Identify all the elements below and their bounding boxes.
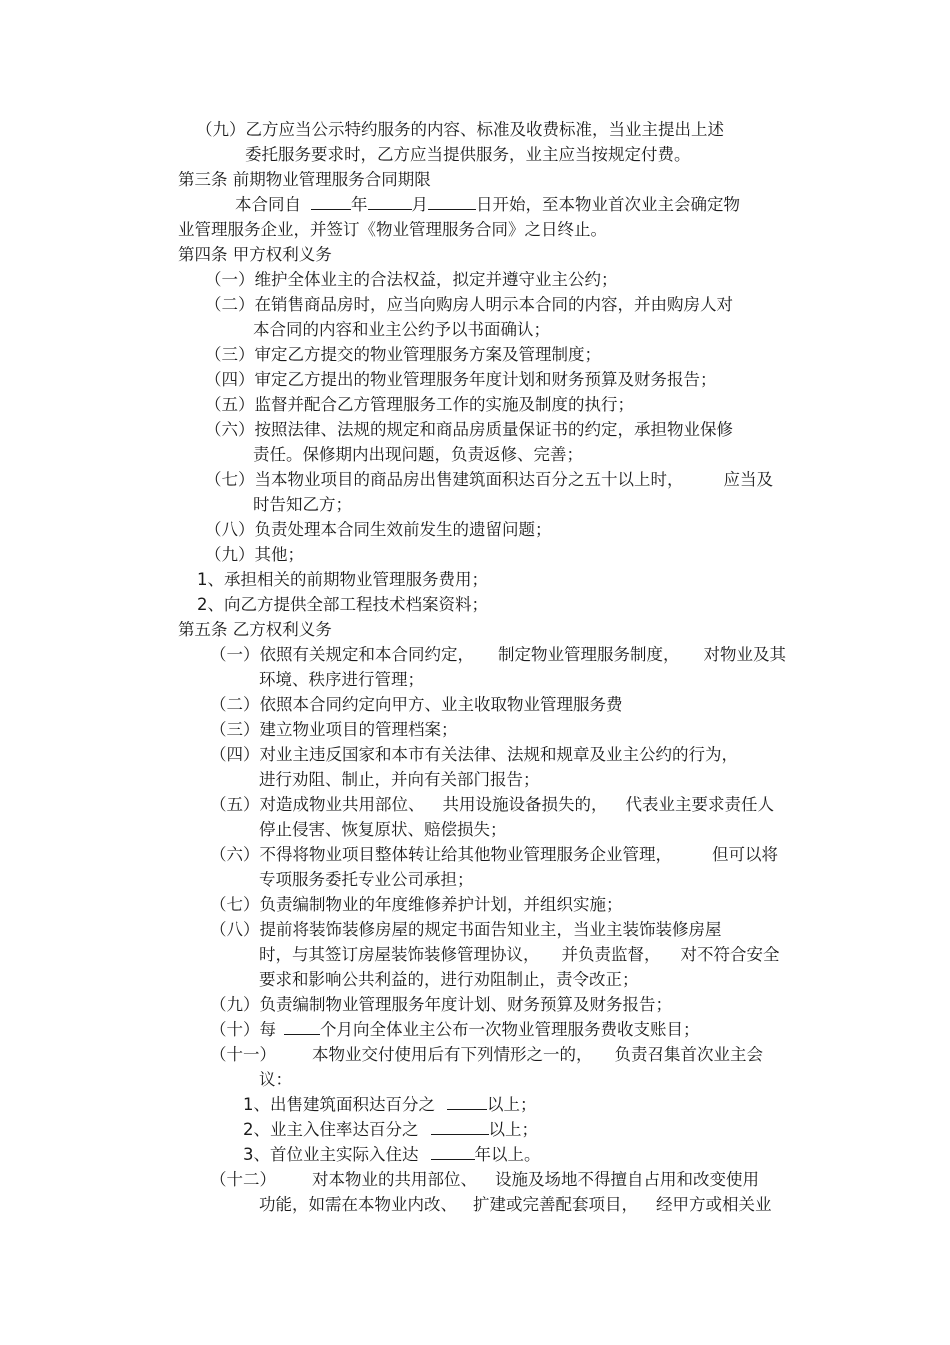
contract-term-cont (178, 218, 607, 242)
heading-text: 第五条 乙方权利义务 (178, 620, 332, 639)
clause-4-item-4 (205, 368, 717, 392)
text-line: 个月向全体业主公布一次物业管理服务费收支账目； (320, 1020, 700, 1039)
article-5-heading (178, 618, 332, 642)
text-line: 本物业交付使用后有下列情形之一的， (312, 1045, 593, 1064)
clause-4-item-2-cont (253, 318, 550, 342)
text-line: 但可以将 (712, 845, 778, 864)
text-line: 并负责监督， (561, 945, 661, 964)
article-4-heading (178, 243, 332, 267)
text-line: 对本物业的共用部位、 (312, 1170, 477, 1189)
clause-2-item-9-cont (245, 143, 691, 167)
text-line: 停止侵害、恢复原状、赔偿损失； (259, 820, 507, 839)
clause-5-item-4 (210, 743, 738, 767)
clause-4-item-9-sub-1 (197, 568, 488, 592)
clause-5-item-10 (210, 1018, 700, 1042)
text-line: （六）不得将物业项目整体转让给其他物业管理服务企业管理， (210, 845, 672, 864)
text-line: （九）乙方应当公示特约服务的内容、标准及收费标准，当业主提出上述 (196, 120, 724, 139)
text-line: 制定物业管理服务制度， (498, 645, 680, 664)
clause-5-item-5-cont (259, 818, 507, 842)
text-line: 1、承担相关的前期物业管理服务费用； (197, 570, 488, 589)
text-line: 设施及场地不得擅自占用和改变使用 (495, 1170, 759, 1189)
text-line: （七）当本物业项目的商品房出售建筑面积达百分之五十以上时， (205, 470, 684, 489)
month-blank (368, 194, 412, 210)
text-line: 以上； (488, 1120, 538, 1139)
text-line: 扩建或完善配套项目， (473, 1195, 638, 1214)
text-line: 日开始，至本物业首次业主会确定物 (476, 195, 740, 214)
text-line: 对不符合安全 (680, 945, 780, 964)
text-line: 代表业主要求责任人 (625, 795, 774, 814)
text-line: 月 (411, 195, 428, 214)
clause-5-item-1-cont (259, 668, 424, 692)
text-line: 1、出售建筑面积达百分之 (243, 1095, 435, 1114)
text-line: （五）对造成物业共用部位、 (210, 795, 425, 814)
clause-5-item-6 (210, 843, 778, 867)
clause-4-item-1 (205, 268, 618, 292)
percent-blank (447, 1094, 487, 1110)
text-line: （二）在销售商品房时，应当向购房人明示本合同的内容，并由购房人对 (205, 295, 733, 314)
text-line: （六）按照法律、法规的规定和商品房质量保证书的约定，承担物业保修 (205, 420, 733, 439)
text-line: （九）其他； (205, 545, 304, 564)
clause-5-item-12 (210, 1168, 759, 1192)
clause-5-item-5 (210, 793, 774, 817)
clause-5-item-8 (210, 918, 722, 942)
text-line: 委托服务要求时，乙方应当提供服务，业主应当按规定付费。 (245, 145, 691, 164)
clause-5-item-11-sub-1 (243, 1093, 537, 1117)
text-line: 环境、秩序进行管理； (259, 670, 424, 689)
text-line: （三）审定乙方提交的物业管理服务方案及管理制度； (205, 345, 601, 364)
clause-5-item-11-sub-2 (243, 1118, 538, 1142)
article-3-heading (178, 168, 431, 192)
heading-text: 第四条 甲方权利义务 (178, 245, 332, 264)
text-line: 专项服务委托专业公司承担； (259, 870, 474, 889)
text-line: 年以上。 (474, 1145, 541, 1164)
text-line: （八）提前将装饰装修房屋的规定书面告知业主，当业主装饰装修房屋 (210, 920, 722, 939)
text-line: （十二） (210, 1170, 276, 1189)
clause-4-item-8 (205, 518, 552, 542)
clause-4-item-3 (205, 343, 601, 367)
clause-5-item-11 (210, 1043, 763, 1067)
text-line: 本合同的内容和业主公约予以书面确认； (253, 320, 550, 339)
clause-5-item-7 (210, 893, 623, 917)
text-line: 进行劝阻、制止，并向有关部门报告； (259, 770, 540, 789)
clause-4-item-9 (205, 543, 304, 567)
text-line: 2、向乙方提供全部工程技术档案资料； (197, 595, 488, 614)
text-line: （七）负责编制物业的年度维修养护计划，并组织实施； (210, 895, 623, 914)
text-line: 时，与其签订房屋装饰装修管理协议， (259, 945, 540, 964)
text-line: 以上； (487, 1095, 537, 1114)
text-line: 2、业主入住率达百分之 (243, 1120, 419, 1139)
text-line: （二）依照本合同约定向甲方、业主收取物业管理服务费 (210, 695, 623, 714)
text-line: （一）依照有关规定和本合同约定， (210, 645, 474, 664)
text-line: 年 (351, 195, 368, 214)
clause-4-item-7 (205, 468, 773, 492)
clause-5-item-11-cont (259, 1068, 292, 1092)
text-line: （十）每 (210, 1020, 276, 1039)
clause-5-item-3 (210, 718, 458, 742)
text-line: 对物业及其 (703, 645, 786, 664)
text-line: 责任。保修期内出现问题，负责返修、完善； (253, 445, 583, 464)
contract-term-line (235, 193, 740, 217)
clause-5-item-1 (210, 643, 786, 667)
text-line: 功能，如需在本物业内改、 (259, 1195, 457, 1214)
clause-4-item-9-sub-2 (197, 593, 488, 617)
clause-5-item-9 (210, 993, 672, 1017)
clause-4-item-5 (205, 393, 634, 417)
text-line: （四）审定乙方提出的物业管理服务年度计划和财务预算及财务报告； (205, 370, 717, 389)
text-line: 议： (259, 1070, 292, 1089)
clause-5-item-4-cont (259, 768, 540, 792)
text-line: 时告知乙方； (253, 495, 352, 514)
clause-4-item-7-cont (253, 493, 352, 517)
text-line: （十一） (210, 1045, 276, 1064)
text-line: 3、首位业主实际入住达 (243, 1145, 419, 1164)
day-blank (428, 194, 476, 210)
clause-4-item-2 (205, 293, 733, 317)
clause-5-item-8-cont-1 (259, 943, 780, 967)
text-line: 本合同自 (235, 195, 301, 214)
text-line: （五）监督并配合乙方管理服务工作的实施及制度的执行； (205, 395, 634, 414)
clause-5-item-12-cont (259, 1193, 772, 1217)
clause-5-item-11-sub-3 (243, 1143, 541, 1167)
clause-5-item-2 (210, 693, 623, 717)
text-line: 应当及 (723, 470, 773, 489)
text-line: 经甲方或相关业 (656, 1195, 772, 1214)
text-line: （四）对业主违反国家和本市有关法律、法规和规章及业主公约的行为， (210, 745, 738, 764)
year-blank (311, 194, 351, 210)
heading-text: 第三条 前期物业管理服务合同期限 (178, 170, 431, 189)
clause-5-item-6-cont (259, 868, 474, 892)
clause-2-item-9 (196, 118, 724, 142)
text-line: （九）负责编制物业管理服务年度计划、财务预算及财务报告； (210, 995, 672, 1014)
text-line: （三）建立物业项目的管理档案； (210, 720, 458, 739)
clause-5-item-8-cont-2 (259, 968, 639, 992)
text-line: 要求和影响公共利益的，进行劝阻制止，责令改正； (259, 970, 639, 989)
text-line: （八）负责处理本合同生效前发生的遗留问题； (205, 520, 552, 539)
clause-4-item-6-cont (253, 443, 583, 467)
text-line: （一）维护全体业主的合法权益，拟定并遵守业主公约； (205, 270, 618, 289)
text-line: 负责召集首次业主会 (614, 1045, 763, 1064)
text-line: 业管理服务企业，并签订《物业管理服务合同》之日终止。 (178, 220, 607, 239)
clause-4-item-6 (205, 418, 733, 442)
months-blank (284, 1019, 320, 1035)
years-blank (431, 1144, 475, 1160)
text-line: 共用设施设备损失的， (442, 795, 608, 814)
occupancy-blank (431, 1119, 489, 1135)
